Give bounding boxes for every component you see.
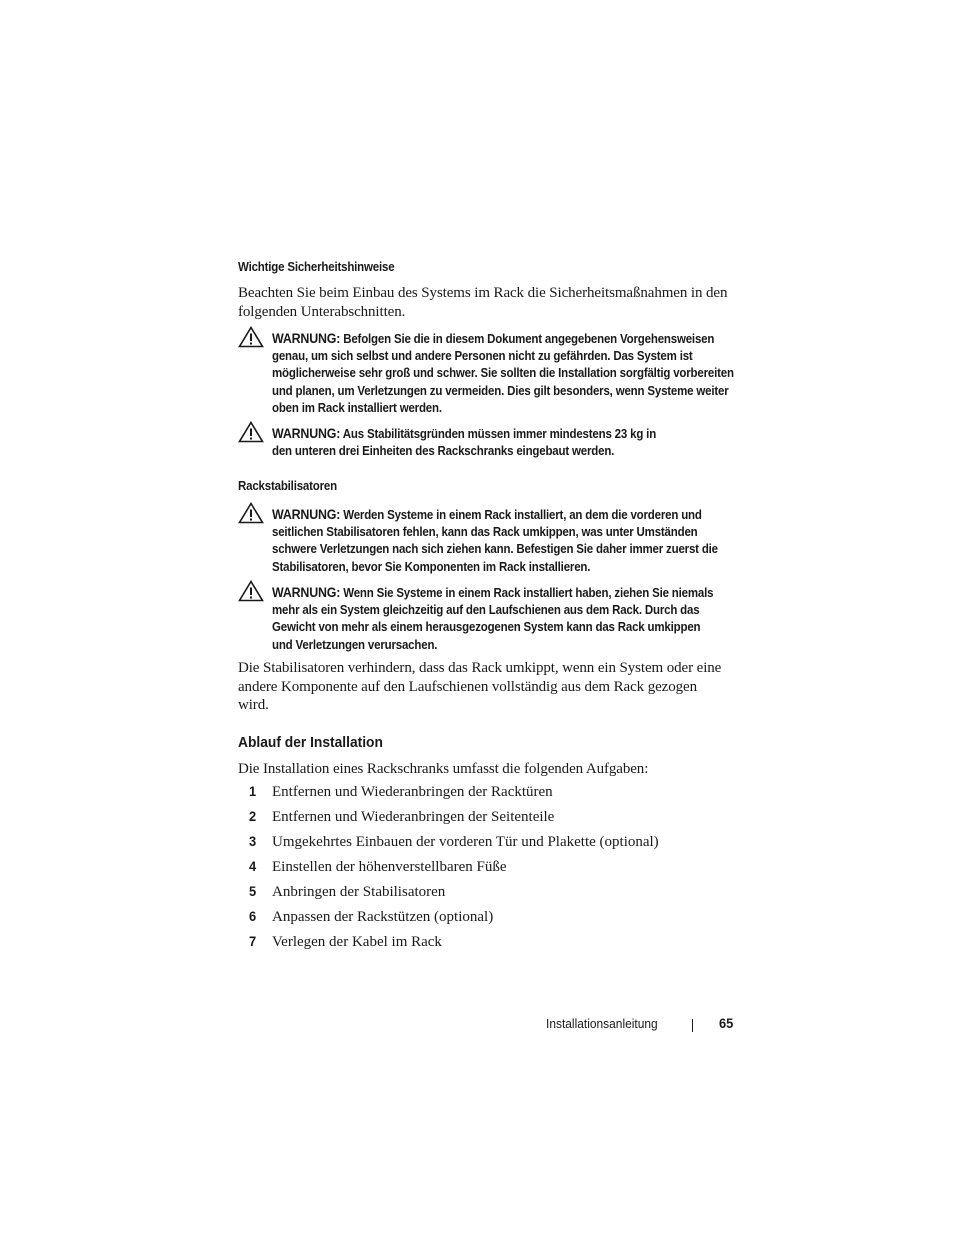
step-text: Anbringen der Stabilisatoren	[272, 884, 446, 900]
warning-triangle-icon	[238, 326, 264, 348]
step-text: Verlegen der Kabel im Rack	[272, 934, 442, 950]
section-heading-stabilizers: Rackstabilisatoren	[238, 479, 337, 493]
warning-label: WARNUNG:	[272, 331, 341, 346]
step-text: Einstellen der höhenverstellbaren Füße	[272, 859, 507, 875]
step-number: 7	[249, 933, 257, 949]
step-text: Entfernen und Wiederanbringen der Seitenteile	[272, 809, 555, 825]
list-item	[238, 783, 738, 808]
stabilizers-paragraph: Die Stabilisatoren verhindern, dass das Rack umkippt, wenn ein System oder eine andere Komponente auf den Laufschienen vollständig aus dem Rack gezogen wird.	[238, 660, 722, 713]
installation-steps-list	[238, 783, 738, 958]
list-item	[238, 833, 738, 858]
warning-triangle-icon	[238, 502, 264, 524]
warning-triangle-icon	[238, 580, 264, 602]
step-number: 3	[249, 833, 257, 849]
warning-text: Werden Systeme in einem Rack installiert, an dem die vorderen und seitlichen Stabilisatoren fehlen, kann das Rack umkippen, was unter Umständen schwere Verletzungen nach sich ziehen kann. Befestigen Sie daher immer zuerst die Stabilisatoren, bevor Sie Komponenten im Rack installieren.	[272, 508, 718, 574]
step-number: 1	[249, 783, 257, 799]
warning-box	[238, 330, 738, 417]
list-item	[238, 883, 738, 908]
warning-text: Wenn Sie Systeme in einem Rack installiert haben, ziehen Sie niemals mehr als ein System gleichzeitig auf den Laufschienen aus dem Rack. Durch das Gewicht von mehr als einem herausgezogenen System kann das Rack umkippen und Verletzungen verursachen.	[272, 586, 714, 652]
warning-text: Befolgen Sie die in diesem Dokument angegebenen Vorgehensweisen genau, um sich selbst und andere Personen nicht zu gefährden. Das System ist möglicherweise sehr groß und schwer. Sie sollten die Installation sorgfältig vorbereiten und planen, um Verletzungen zu vermeiden. Dies gilt besonders, wenn Systeme weiter oben im Rack installiert werden.	[272, 332, 734, 415]
warning-box	[238, 506, 738, 576]
step-number: 4	[249, 858, 257, 874]
step-text: Anpassen der Rackstützen (optional)	[272, 909, 494, 925]
footer-divider	[692, 1019, 693, 1032]
warning-label: WARNUNG:	[272, 426, 341, 441]
list-item	[238, 933, 738, 958]
footer-document-title: Installationsanleitung	[546, 1016, 658, 1031]
page-number: 65	[719, 1015, 734, 1031]
step-text: Entfernen und Wiederanbringen der Racktüren	[272, 784, 553, 800]
warning-label: WARNUNG:	[272, 507, 341, 522]
step-number: 5	[249, 883, 257, 899]
list-item	[238, 858, 738, 883]
step-number: 6	[249, 908, 257, 924]
warning-label: WARNUNG:	[272, 585, 341, 600]
step-number: 2	[249, 808, 257, 824]
list-item	[238, 908, 738, 933]
warning-text: Aus Stabilitätsgründen müssen immer mindestens 23 kg in den unteren drei Einheiten des Rackschranks eingebaut werden.	[272, 427, 657, 459]
warning-box	[238, 425, 738, 460]
warning-triangle-icon	[238, 421, 264, 443]
warning-box	[238, 584, 738, 654]
list-item	[238, 808, 738, 833]
step-text: Umgekehrtes Einbauen der vorderen Tür und Plakette (optional)	[272, 834, 659, 850]
section-heading-installation: Ablauf der Installation	[238, 734, 383, 751]
installation-intro: Die Installation eines Rackschranks umfasst die folgenden Aufgaben:	[238, 761, 649, 777]
section-heading-safety: Wichtige Sicherheitshinweise	[238, 260, 395, 274]
safety-intro: Beachten Sie beim Einbau des Systems im Rack die Sicherheitsmaßnahmen in den folgenden Unterabschnitten.	[238, 285, 728, 320]
